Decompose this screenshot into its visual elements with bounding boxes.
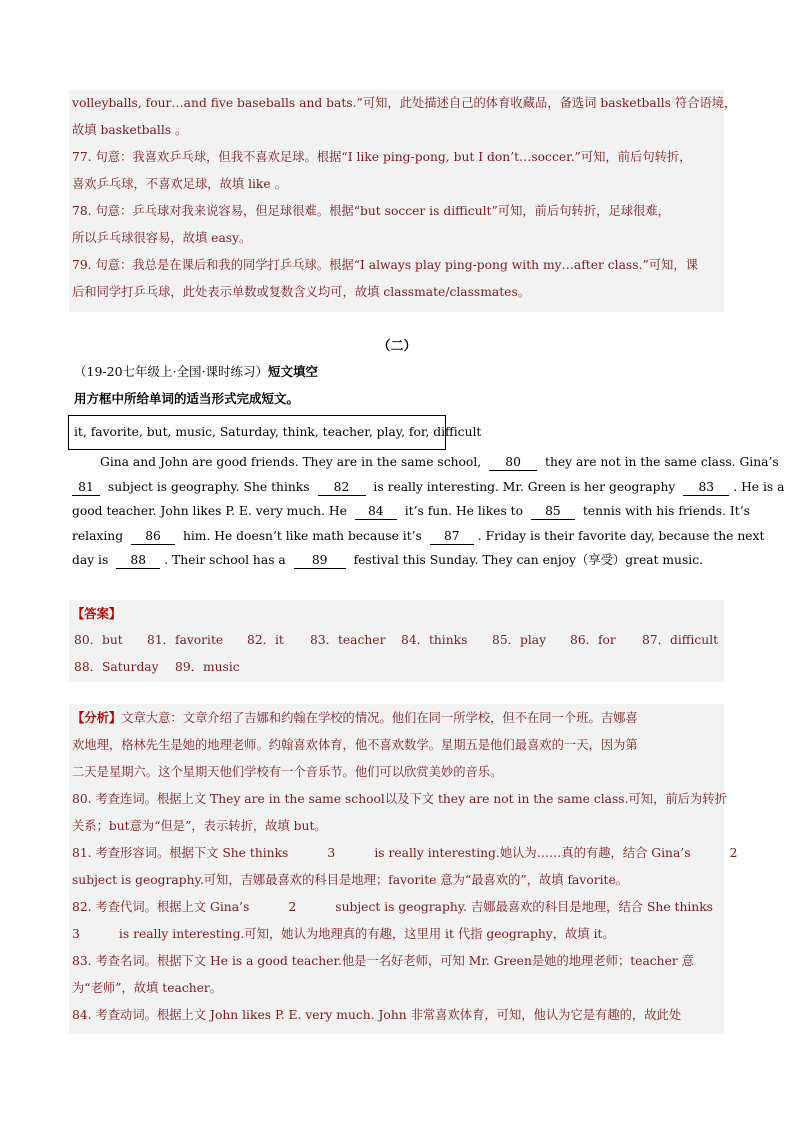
- passage-text: is really interesting. Mr. Green is her geography: [373, 479, 676, 494]
- blank-84[interactable]: 84: [355, 503, 397, 520]
- answer-item: 85．play: [492, 633, 547, 647]
- text-line: 77. 句意：我喜欢乒乓球，但我不喜欢足球。根据“I like ping-pong, but I don’t…soccer.”可知，前后句转折，: [72, 150, 692, 164]
- explanation-block-top: [69, 90, 737, 312]
- word-box: it, favorite, but, music, Saturday, think, teacher, play, for, difficult: [68, 415, 446, 450]
- answer-item: 83．teacher: [310, 633, 386, 647]
- passage-line: [72, 524, 765, 549]
- blank-82[interactable]: 82: [318, 479, 366, 496]
- passage-text: . Friday is their favorite day, because the next: [477, 528, 765, 543]
- text-line: 80. 考查连词。根据上文 They are in the same school以及下文 they are not in the same class.可知，前后为转折: [72, 792, 727, 806]
- blank-89[interactable]: 89: [294, 552, 346, 569]
- passage-text: good teacher. John likes P. E. very much. He: [72, 504, 347, 518]
- passage-line: [72, 548, 724, 573]
- text-line: subject is geography.可知，吉娜最喜欢的科目是地理；favorite 意为“最喜欢的”，故填 favorite。: [72, 873, 629, 887]
- text-line: 故填 basketballs 。: [72, 123, 188, 137]
- text-line: 78. 句意：乒乓球对我来说容易，但足球很难。根据“but soccer is difficult”可知，前后句转折，足球很难，: [72, 204, 670, 218]
- answer-item: 89．music: [175, 660, 240, 674]
- text-line: 文章大意：文章介绍了吉娜和约翰在学校的情况。他们在同一所学校，但不在同一个班。吉娜喜: [121, 711, 638, 725]
- text-line: 后和同学打乒乓球，此处表示单数或复数含义均可，故填 classmate/classmates。: [72, 285, 531, 299]
- passage-text: it’s fun. He likes to: [404, 504, 524, 518]
- text-line: 所以乒乓球很容易，故填 easy。: [72, 231, 252, 245]
- text-line: volleyballs, four…and five baseballs and bats.”可知，此处描述自己的体育收藏品，备选词 basketballs 符合语境，: [72, 96, 737, 110]
- answer-item: 84．thinks: [401, 633, 468, 647]
- answer-row: [72, 654, 724, 681]
- source-text: （19-20七年级上·全国·课时练习）: [74, 364, 268, 379]
- blank-81[interactable]: 81: [72, 479, 100, 496]
- text-line: 为“老师”，故填 teacher。: [72, 981, 223, 995]
- passage-line: [72, 450, 779, 475]
- answer-block: [69, 600, 724, 682]
- answer-item: 86．for: [570, 633, 616, 647]
- text-line: 81. 考查形容词。根据下文 She thinks 3 is really interesting.她认为……真的有趣，结合 Gina’s 2: [72, 846, 738, 860]
- passage-text: day is: [72, 553, 109, 567]
- passage: [72, 450, 785, 573]
- passage-line: [72, 475, 785, 500]
- answer-label: 【答案】: [72, 606, 122, 621]
- passage-text: festival this Sunday. They can enjoy（享受）great music.: [353, 553, 704, 567]
- analysis-block: [69, 704, 738, 1034]
- passage-text: him. He doesn’t like math because it’s: [182, 528, 422, 543]
- passage-text: they are not in the same class. Gina’s: [545, 455, 779, 469]
- blank-85[interactable]: 85: [531, 503, 575, 520]
- text-line: 欢地理，格林先生是她的地理老师。约翰喜欢体育，他不喜欢数学。星期五是他们最喜欢的一天，因为第: [72, 738, 638, 752]
- text-line: 84. 考查动词。根据上文 John likes P. E. very much. John 非常喜欢体育，可知，他认为它是有趣的，故此处: [72, 1008, 682, 1022]
- answer-item: 88．Saturday: [74, 660, 159, 674]
- answer-item: 87．difficult: [642, 633, 719, 647]
- question-type: 短文填空: [267, 364, 318, 379]
- answer-row: [72, 627, 724, 654]
- text-line: 二天是星期六。这个星期天他们学校有一个音乐节。他们可以欣赏美妙的音乐。: [72, 765, 503, 779]
- passage-line: [72, 499, 750, 524]
- passage-text: . He is a: [733, 479, 785, 494]
- instruction: 用方框中所给单词的适当形式完成短文。: [74, 391, 300, 406]
- passage-text: subject is geography. She thinks: [107, 479, 310, 494]
- blank-88[interactable]: 88: [116, 552, 160, 569]
- answer-item: 80．but: [74, 633, 123, 647]
- blank-80[interactable]: 80: [489, 454, 537, 471]
- text-line: 83. 考查名词。根据下文 He is a good teacher.他是一名好老师，可知 Mr. Green是她的地理老师；teacher 意: [72, 954, 694, 968]
- text-line: 喜欢乒乓球，不喜欢足球，故填 like 。: [72, 177, 287, 191]
- analysis-label: 【分析】: [72, 710, 122, 725]
- text-line: 82. 考查代词。根据上文 Gina’s 2 subject is geography. 吉娜最喜欢的科目是地理，结合 She thinks: [72, 900, 713, 914]
- question-source: [74, 362, 318, 380]
- passage-text: relaxing: [72, 528, 124, 543]
- blank-86[interactable]: 86: [131, 528, 175, 545]
- blank-87[interactable]: 87: [430, 528, 474, 545]
- analysis-intro: [72, 704, 724, 732]
- answer-item: 81．favorite: [147, 633, 224, 647]
- passage-text: tennis with his friends. It’s: [582, 504, 750, 518]
- section-title: （二）: [377, 339, 417, 354]
- text-line: 3 is really interesting.可知，她认为地理真的有趣，这里用 it 代指 geography，故填 it。: [72, 927, 615, 941]
- text-line: 关系；but意为“但是”，表示转折，故填 but。: [72, 819, 327, 833]
- answer-item: 82．it: [247, 633, 284, 647]
- text-line: 79. 句意：我总是在课后和我的同学打乒乓球。根据“I always play ping-pong with my…after class.”可知，课: [72, 258, 698, 272]
- passage-text: Gina and John are good friends. They are in the same school,: [100, 455, 482, 469]
- blank-83[interactable]: 83: [683, 479, 729, 496]
- passage-text: . Their school has a: [164, 553, 286, 567]
